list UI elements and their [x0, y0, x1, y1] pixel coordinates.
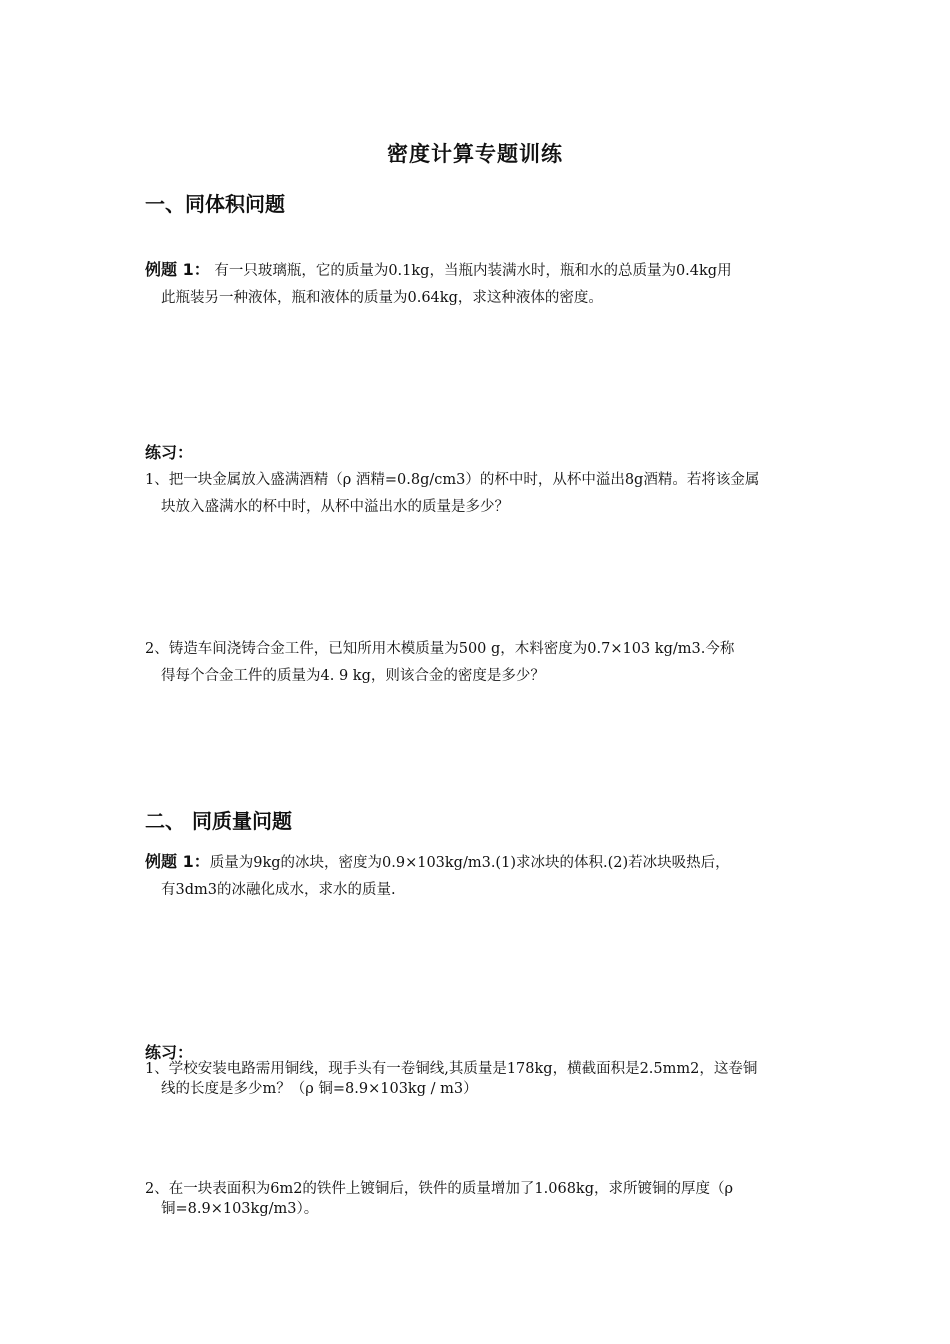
question-text-line1: 2、在一块表面积为6m2的铁件上镀铜后，铁件的质量增加了1.068kg，求所镀铜的厚度（ρ — [145, 1181, 734, 1197]
practice-question-2 — [145, 636, 810, 690]
section-heading-same-volume: 一、同体积问题 — [145, 192, 285, 216]
question-text-line2: 块放入盛满水的杯中时，从杯中溢出水的质量是多少？ — [161, 499, 509, 515]
example-text-line2: 有3dm3的冰融化成水，求水的质量. — [161, 882, 396, 898]
example-label: 例题 1： — [145, 260, 210, 279]
section-heading-same-mass: 二、 同质量问题 — [145, 809, 292, 833]
practice-question-1 — [145, 1059, 810, 1099]
question-text-line2: 线的长度是多少m？（ρ 铜=8.9×103kg / m3） — [161, 1081, 478, 1097]
practice-question-2 — [145, 1179, 810, 1219]
example-label: 例题 1： — [145, 852, 210, 871]
practice-question-1 — [145, 467, 810, 521]
page-title: 密度计算专题训练 — [387, 142, 563, 166]
question-text-line1: 1、学校安装电路需用铜线，现手头有一卷铜线,其质量是178kg，横截面积是2.5mm2，这卷铜 — [145, 1061, 758, 1077]
question-text-line2: 铜=8.9×103kg/m3）。 — [161, 1201, 319, 1217]
practice-label: 练习： — [145, 1043, 194, 1062]
example-problem-1 — [145, 256, 810, 312]
question-text-line1: 1、把一块金属放入盛满酒精（ρ 酒精=0.8g/cm3）的杯中时，从杯中溢出8g酒精。若将该金属 — [145, 472, 760, 488]
practice-label: 练习： — [145, 443, 194, 462]
example-problem-2 — [145, 848, 810, 904]
example-text-line2: 此瓶装另一种液体，瓶和液体的质量为0.64kg，求这种液体的密度。 — [161, 290, 603, 306]
question-text-line2: 得每个合金工件的质量为4. 9 kg，则该合金的密度是多少？ — [161, 668, 545, 684]
example-text-line1: 质量为9kg的冰块，密度为0.9×103kg/m3.(1)求冰块的体积.(2)若冰块吸热后， — [209, 855, 730, 871]
example-text-line1: 有一只玻璃瓶，它的质量为0.1kg，当瓶内装满水时，瓶和水的总质量为0.4kg用 — [209, 263, 732, 279]
question-text-line1: 2、铸造车间浇铸合金工件，已知所用木模质量为500 g，木料密度为0.7×103 kg/m3.今称 — [145, 641, 735, 657]
